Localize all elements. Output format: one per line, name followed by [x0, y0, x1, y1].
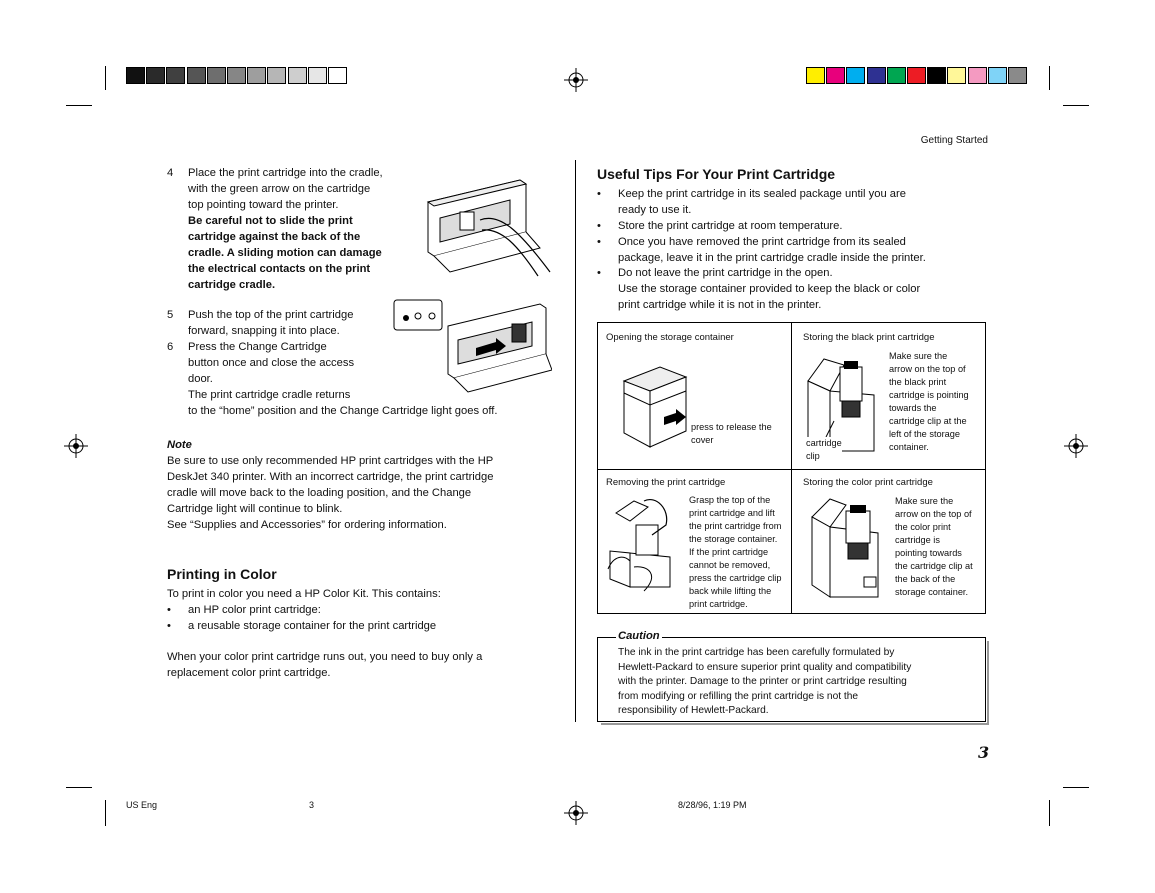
- paragraph-line: When your color print cartridge runs out, you need to buy only a: [167, 651, 483, 663]
- bullet-icon: •: [597, 220, 601, 232]
- list-item-text: a reusable storage container for the print cartridge: [188, 620, 437, 632]
- color-swatch: [126, 67, 145, 84]
- section-heading-useful-tips: Useful Tips For Your Print Cartridge: [597, 166, 836, 182]
- list-item: [597, 186, 987, 218]
- note-line: See “Supplies and Accessories” for ordering information.: [167, 519, 447, 531]
- page-number: 3: [978, 743, 990, 762]
- color-swatch: [846, 67, 865, 84]
- bullet-icon: •: [167, 620, 171, 632]
- step-line: The print cartridge cradle returns: [188, 389, 351, 401]
- caption-line: cover: [691, 435, 714, 445]
- registration-mark-icon: [1064, 434, 1088, 458]
- step-line: with the green arrow on the cartridge: [188, 183, 371, 195]
- caution-body: [618, 646, 968, 719]
- color-swatch: [166, 67, 185, 84]
- caption-line: cartridge clip at the: [889, 416, 967, 426]
- registration-mark-icon: [564, 801, 588, 825]
- color-swatch: [227, 67, 246, 84]
- remove-cartridge-illustration: [604, 495, 690, 595]
- list-item-text: Store the print cartridge at room temperature.: [618, 220, 843, 232]
- warning-line: cartridge cradle.: [188, 279, 276, 291]
- step-text: [188, 307, 353, 339]
- cell-caption: [895, 495, 973, 599]
- crop-mark: [66, 787, 92, 788]
- caption-line: Make sure the: [895, 496, 954, 506]
- caution-line: responsibility of Hewlett-Packard.: [618, 705, 769, 716]
- grid-divider: [598, 469, 985, 470]
- caution-line: Hewlett-Packard to ensure superior print quality and compatibility: [618, 661, 912, 673]
- step-5: [167, 307, 407, 339]
- color-swatch: [328, 67, 347, 84]
- color-swatch: [146, 67, 165, 84]
- step-line: to the “home” position and the Change Cartridge light goes off.: [188, 405, 498, 417]
- list-item: [597, 265, 987, 313]
- caption-line: cartridge is: [895, 535, 940, 545]
- section-heading-printing-in-color: Printing in Color: [167, 566, 277, 582]
- caption-line: the print cartridge from: [689, 521, 782, 531]
- cell-title: Opening the storage container: [606, 332, 734, 343]
- cell-caption: [689, 494, 781, 611]
- caption-line: arrow on the top of: [895, 509, 972, 519]
- footer-left: US Eng: [126, 800, 158, 810]
- caption-line: cannot be removed,: [689, 560, 771, 570]
- color-swatch: [988, 67, 1007, 84]
- column-divider: [575, 160, 576, 722]
- caption-line: Make sure the: [889, 351, 948, 361]
- list-item-text: an HP color print cartridge:: [188, 604, 321, 616]
- crop-mark: [1063, 105, 1089, 106]
- registration-mark-icon: [564, 68, 588, 92]
- list-line: Do not leave the print cartridge in the open.: [618, 267, 833, 279]
- storage-tips-grid: [597, 322, 986, 614]
- note-line: Cartridge light will continue to blink.: [167, 503, 343, 515]
- caption-line: press to release the: [691, 422, 772, 432]
- caption-line: the storage container.: [689, 534, 778, 544]
- note-block: [167, 437, 567, 533]
- caption-line: arrow on the top of: [889, 364, 966, 374]
- list-item: [597, 218, 987, 234]
- color-swatch: [308, 67, 327, 84]
- color-swatch: [806, 67, 825, 84]
- step-line: top pointing toward the printer.: [188, 199, 339, 211]
- crop-mark: [1049, 800, 1050, 826]
- caption-line: container.: [889, 442, 929, 452]
- cell-caption: [889, 350, 969, 454]
- caution-line: with the printer. Damage to the printer or print cartridge resulting: [618, 676, 907, 687]
- caption-line: left of the storage: [889, 429, 960, 439]
- caption-line: print cartridge and lift: [689, 508, 775, 518]
- crop-mark: [1063, 787, 1089, 788]
- color-paragraph: [167, 649, 567, 681]
- crop-mark: [66, 105, 92, 106]
- running-header: Getting Started: [920, 135, 988, 146]
- list-line: Keep the print cartridge in its sealed package until you are: [618, 188, 906, 200]
- step-number: 5: [167, 309, 174, 321]
- color-swatch: [887, 67, 906, 84]
- caption-line: cartridge is pointing: [889, 390, 969, 400]
- caution-line: from modifying or refilling the print cartridge is not the: [618, 690, 859, 702]
- printer-insert-cartridge-illustration: [420, 172, 560, 282]
- caption-line: the cartridge clip at: [895, 561, 973, 571]
- cell-title: Storing the black print cartridge: [803, 332, 935, 343]
- caption-line: towards the: [889, 403, 937, 413]
- callout-line: clip: [806, 451, 820, 461]
- cell-title: Storing the color print cartridge: [803, 477, 933, 488]
- color-swatch: [207, 67, 226, 84]
- step-line: Place the print cartridge into the cradle,: [188, 167, 383, 179]
- step-line: forward, snapping it into place.: [188, 325, 340, 337]
- footer-timestamp: 8/28/96, 1:19 PM: [678, 800, 747, 810]
- caption-line: press the cartridge clip: [689, 573, 782, 583]
- list-line: Use the storage container provided to keep the black or color: [618, 283, 921, 295]
- caution-box: [597, 630, 986, 722]
- color-swatch: [968, 67, 987, 84]
- list-item-text: [618, 265, 920, 313]
- caption-line: the black print: [889, 377, 947, 387]
- crop-mark: [105, 66, 106, 90]
- caption-line: the color print: [895, 522, 951, 532]
- caution-line: The ink in the print cartridge has been carefully formulated by: [618, 647, 895, 658]
- crop-mark: [1049, 66, 1050, 90]
- list-item: [597, 234, 987, 266]
- list-item-text: [618, 234, 926, 266]
- cell-caption: [691, 421, 772, 447]
- color-intro: To print in color you need a HP Color Kit. This contains:: [167, 588, 441, 600]
- step-4: [167, 165, 427, 295]
- warning-line: cradle. A sliding motion can damage: [188, 247, 382, 259]
- bullet-icon: •: [597, 188, 601, 200]
- grid-divider: [791, 323, 792, 613]
- caption-line: pointing towards: [895, 548, 962, 558]
- list-line: ready to use it.: [618, 204, 692, 216]
- step-number: 6: [167, 341, 174, 353]
- step-text: [188, 165, 383, 293]
- storage-container-open-illustration: [620, 363, 700, 453]
- step-line: button once and close the access: [188, 357, 355, 369]
- bullet-icon: •: [167, 604, 171, 616]
- color-swatch: [1008, 67, 1027, 84]
- caption-line: storage container.: [895, 587, 969, 597]
- note-line: DeskJet 340 printer. With an incorrect cartridge, the print cartridge: [167, 471, 494, 483]
- warning-line: cartridge against the back of the: [188, 231, 361, 243]
- step-line: door.: [188, 373, 213, 385]
- step-line: Push the top of the print cartridge: [188, 309, 354, 321]
- callout-line: cartridge: [806, 438, 842, 448]
- bullet-icon: •: [597, 236, 601, 248]
- footer-page: 3: [309, 800, 315, 810]
- caution-title: Caution: [618, 630, 660, 642]
- list-line: package, leave it in the print cartridge cradle inside the printer.: [618, 252, 926, 264]
- crop-mark: [105, 800, 106, 826]
- step-number: 4: [167, 167, 174, 179]
- registration-mark-icon: [64, 434, 88, 458]
- warning-line: the electrical contacts on the print: [188, 263, 371, 275]
- step-6: [167, 339, 567, 421]
- color-swatch: [288, 67, 307, 84]
- color-cartridge-storage-illustration: [808, 493, 894, 607]
- color-swatch: [867, 67, 886, 84]
- warning-line: Be careful not to slide the print: [188, 215, 353, 227]
- cell-title: Removing the print cartridge: [606, 477, 726, 488]
- caption-line: If the print cartridge: [689, 547, 769, 557]
- color-swatch: [187, 67, 206, 84]
- note-line: Be sure to use only recommended HP print cartridges with the HP: [167, 455, 494, 467]
- callout-label: [806, 437, 842, 463]
- color-swatch: [826, 67, 845, 84]
- caption-line: Grasp the top of the: [689, 495, 771, 505]
- step-text: [188, 339, 498, 419]
- color-swatch: [247, 67, 266, 84]
- list-item-text: [618, 186, 906, 218]
- list-item: [167, 602, 547, 618]
- caption-line: print cartridge.: [689, 599, 748, 609]
- note-title: Note: [167, 439, 192, 451]
- color-swatch: [267, 67, 286, 84]
- caption-line: back while lifting the: [689, 586, 772, 596]
- caption-line: the back of the: [895, 574, 956, 584]
- bullet-icon: •: [597, 267, 601, 279]
- color-swatch: [947, 67, 966, 84]
- step-line: Press the Change Cartridge: [188, 341, 327, 353]
- color-swatch: [907, 67, 926, 84]
- note-line: cradle will move back to the loading position, and the Change: [167, 487, 472, 499]
- paragraph-line: replacement color print cartridge.: [167, 667, 331, 679]
- color-swatch: [927, 67, 946, 84]
- list-line: print cartridge while it is not in the printer.: [618, 299, 822, 311]
- list-line: Once you have removed the print cartridge from its sealed: [618, 236, 906, 248]
- list-item: [167, 618, 547, 634]
